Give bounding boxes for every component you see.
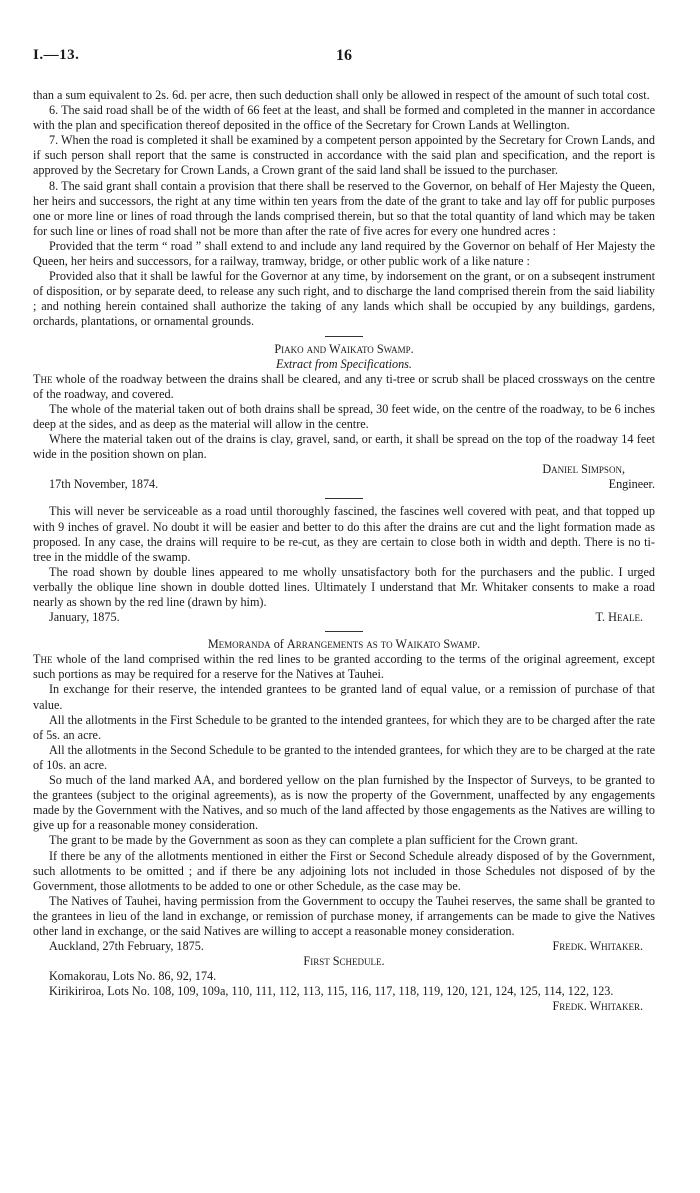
signature-date: 17th November, 1874. xyxy=(49,477,159,492)
schedule-line: Kirikiriroa, Lots No. 108, 109, 109a, 110, 111, 112, 113, 115, 116, 117, 118, 119, 120, 121, 124, 125, 114, 122, 123. xyxy=(49,984,614,999)
schedule-line: Komakorau, Lots No. 86, 92, 174. xyxy=(49,969,217,984)
signature-row xyxy=(33,610,655,625)
signature-name: Fredk. Whitaker. xyxy=(552,939,643,954)
comment-paragraph: The road shown by double lines appeared to me wholly unsatisfactory both for the purchasers and the public. I urged verbally the oblique line shown in double dotted lines. Ultimately I understand that Mr. Whitaker consents to make a road nearly as shown by the red line (drawn by him). xyxy=(33,564,655,609)
paragraph-proviso-road: Provided that the term “ road ” shall extend to and include any land required by the Governor on behalf of Her Majesty the Queen, her heirs and successors, for a railway, tramway, bridge, or other public work of a like nature : xyxy=(33,238,655,269)
comment-paragraph: This will never be serviceable as a road until thoroughly fascined, the fascines well covered with peat, and that topped up with 9 inches of gravel. No doubt it will be easier and better to do this after the drains are cut and the light formation made as proposed. In any case, the drains will require to be re-cut, as they are certain to close both in width and depth. There is no ti-tree in the middle of the swamp. xyxy=(33,504,655,564)
title-tail: Arrangements as to Waikato Swamp. xyxy=(286,637,481,652)
paragraph-text: whole of the roadway between the drains shall be cleared, and any ti-tree or scrub shall be placed crossways on the centre of the roadway, and covered. xyxy=(33,371,655,401)
section-divider xyxy=(325,498,363,499)
title-connector: of xyxy=(270,637,287,652)
memo-paragraph: The grant to be made by the Government as soon as they can complete a plan sufficient for the Crown grant. xyxy=(49,833,578,848)
signature-row xyxy=(33,939,655,954)
memo-paragraph: If there be any of the allotments mentioned in either the First or Second Schedule already disposed of by the Government, such allotments to be omitted ; and if there be any adjoining lots not included in those Schedules not disposed of by the Government, those allotments to be added to one or other Schedule, as the case may be. xyxy=(33,848,655,893)
schedule-signature: Fredk. Whitaker. xyxy=(552,999,643,1014)
document-code: I.—13. xyxy=(33,47,80,63)
section-title xyxy=(33,637,655,652)
specifications-section xyxy=(33,342,655,493)
spec-paragraph: Where the material taken out of the drains is clay, gravel, sand, or earth, it shall be spread on the top of the roadway 14 feet wide in the position shown on plan. xyxy=(33,432,655,462)
spec-paragraph: The whole of the material taken out of both drains shall be spread, 30 feet wide, on the centre of the roadway, to be 6 inches deep at the sides, and as deep as the material will allow in the centre. xyxy=(33,401,655,431)
schedule-section xyxy=(33,954,655,1014)
section-divider xyxy=(325,631,363,632)
schedule-title: First Schedule. xyxy=(303,954,385,969)
lead-word: The xyxy=(33,371,53,386)
signature-name: Daniel Simpson, xyxy=(542,462,625,477)
paragraph-clause-8: 8. The said grant shall contain a provision that there shall be reserved to the Governor, on behalf of Her Majesty the Queen, her heirs and successors, the right at any time within ten years from the date of the grant to take and lay off for public purposes one or more line or lines of road through the lands comprised therein, but so that the total quantity of land which may be taken for such line or lines of road shall not be more than after the rate of five acres for every one hundred acres : xyxy=(33,178,655,238)
conditions-section xyxy=(33,88,655,330)
section-subtitle: Extract from Specifications. xyxy=(276,356,412,371)
signature-row xyxy=(33,477,655,492)
memo-paragraph: The Natives of Tauhei, having permission from the Government to occupy the Tauhei reserves, the same shall be granted to the grantees in lieu of the land in exchange, or remission of purchase money, if arrangements can be made to give the Natives other land in exchange, or the said Natives are willing to accept a reasonable money consideration. xyxy=(33,893,655,938)
signature-date: Auckland, 27th February, 1875. xyxy=(49,939,204,954)
signature-name: T. Heale. xyxy=(595,610,643,625)
paragraph-proviso-release: Provided also that it shall be lawful for the Governor at any time, by indorsement on the grant, or on a subseqent instrument of disposition, or by separate deed, to release any such right, and to discharge the land comprised therein from the said liability ; and nothing herein contained shall authorize the taking of any lands which shall be occupied by any buildings, gardens, orchards, plantations, or ornamental grounds. xyxy=(33,269,655,329)
memo-paragraph xyxy=(33,652,655,682)
title-lead: Memoranda xyxy=(207,637,271,652)
lead-word: The xyxy=(33,652,53,667)
section-divider xyxy=(325,336,363,337)
comments-section xyxy=(33,504,655,625)
page-header xyxy=(33,48,655,88)
paragraph-text: whole of the land comprised within the red lines to be granted according to the terms of the original agreement, except such portions as may be required for a reserve for the Natives at Tauhei. xyxy=(33,652,655,682)
paragraph-clause-7: 7. When the road is completed it shall be examined by a competent person appointed by the Secretary for Crown Lands, and if such person shall report that the same is constructed in accordance with the said plan and specification, and the report is approved by the Secretary for Crown Lands, a Crown grant of the said land shall be issued to the purchaser. xyxy=(33,133,655,178)
memoranda-section xyxy=(33,637,655,954)
memo-paragraph: In exchange for their reserve, the intended grantees to be granted land of equal value, or a remission of purchase of that value. xyxy=(33,682,655,712)
paragraph-continuation: than a sum equivalent to 2s. 6d. per acre, then such deduction shall only be allowed in respect of the amount of such total cost. xyxy=(33,88,650,102)
signature-title: Engineer. xyxy=(608,477,655,492)
memo-paragraph: So much of the land marked AA, and bordered yellow on the plan furnished by the Inspector of Surveys, to be granted to the grantees (subject to the original agreements), as is now the property of the Government, unaffected by any engagements made by the Government with the Natives, and so much of the land affected by those engagements as the Natives are willing to give up for a reasonable money consideration. xyxy=(33,773,655,833)
signature-date: January, 1875. xyxy=(49,610,120,625)
paragraph-clause-6: 6. The said road shall be of the width of 66 feet at the least, and shall be formed and completed in the manner in accordance with the plan and specification thereof deposited in the office of the Secretary for Crown Lands at Wellington. xyxy=(33,103,655,133)
section-title: Piako and Waikato Swamp. xyxy=(274,341,414,356)
memo-paragraph: All the allotments in the Second Schedule to be granted to the intended grantees, for which they are to be charged at the rate of 10s. an acre. xyxy=(33,742,655,772)
memo-paragraph: All the allotments in the First Schedule to be granted to the intended grantees, for which they are to be charged after the rate of 5s. an acre. xyxy=(33,712,655,742)
spec-paragraph xyxy=(33,372,655,402)
page-number: 16 xyxy=(336,47,352,64)
